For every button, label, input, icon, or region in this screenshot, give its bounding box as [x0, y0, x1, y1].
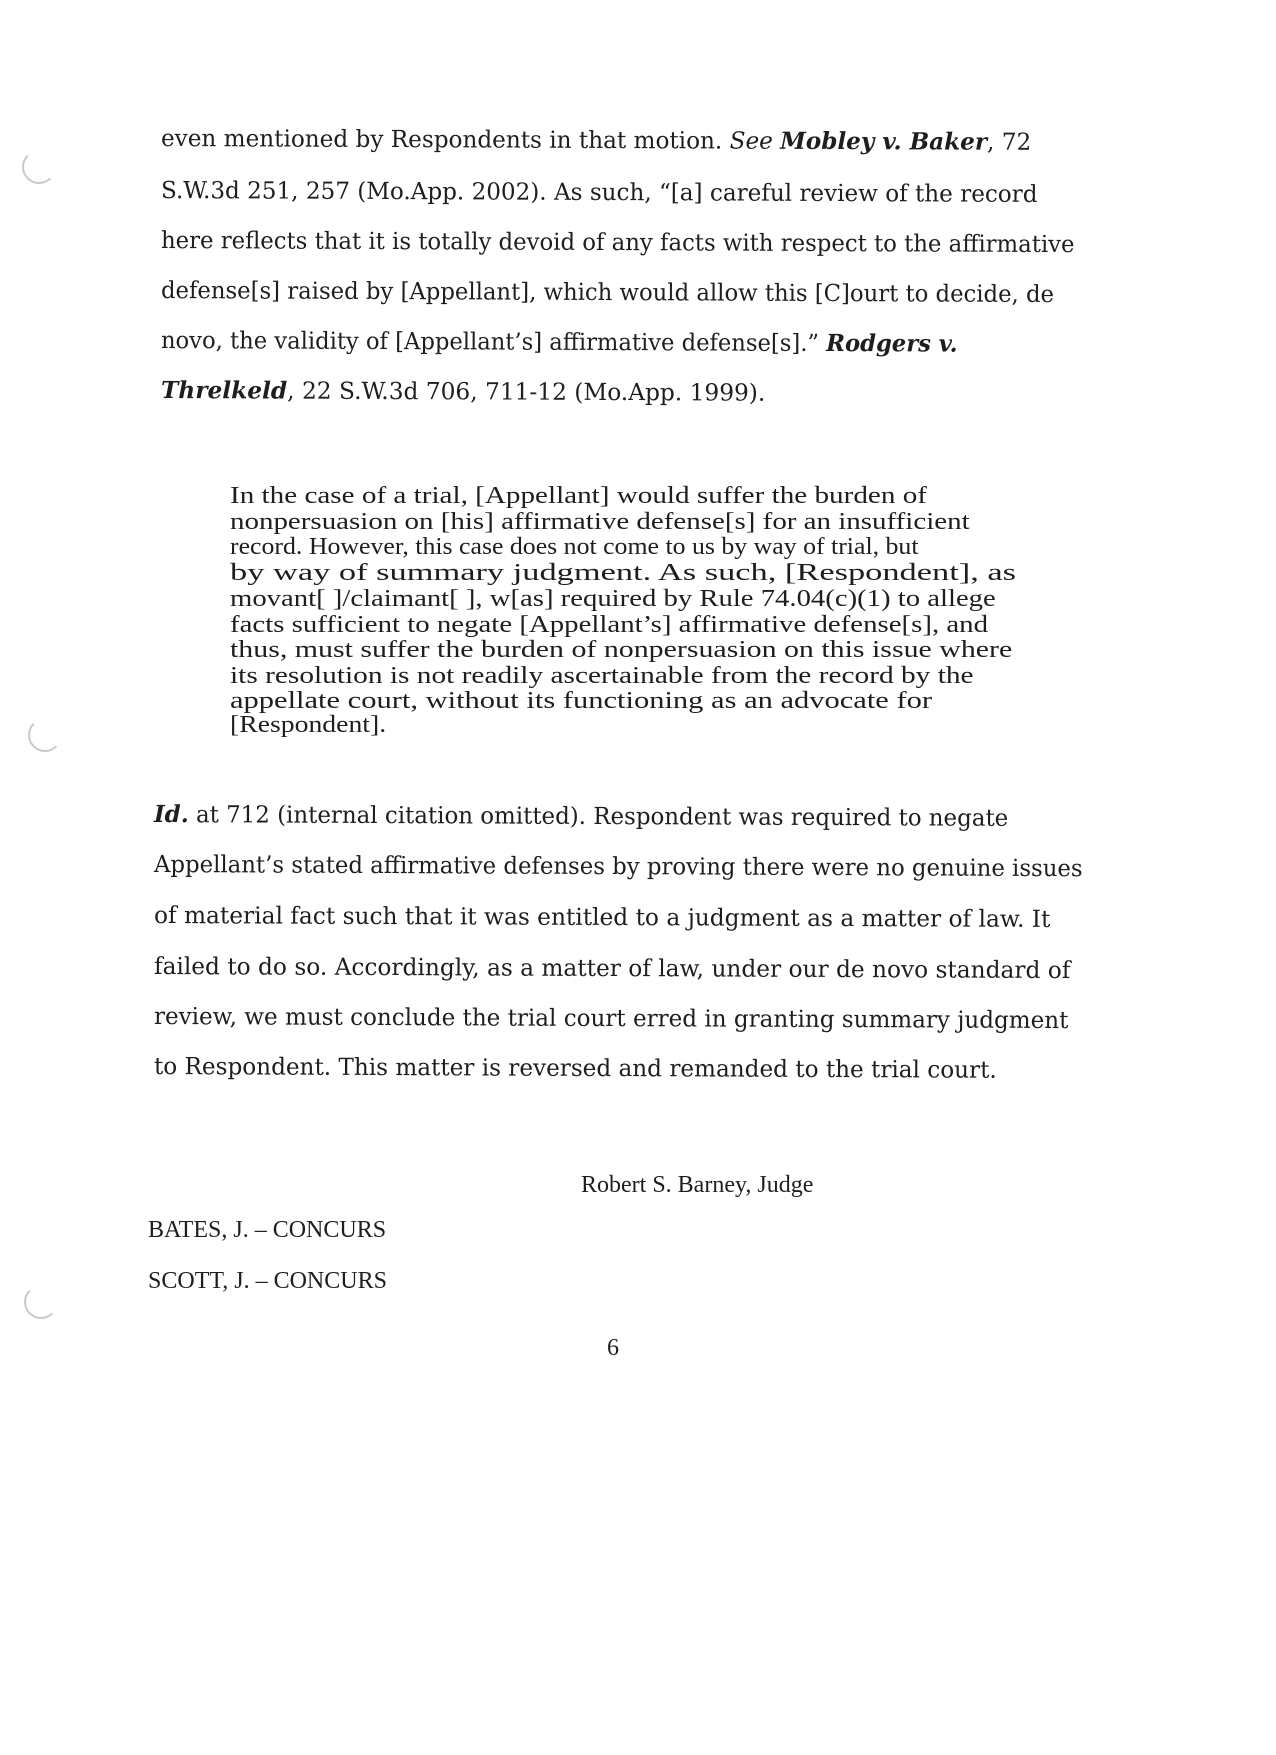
paragraph-1-line: S.W.3d 251, 257 (Mo.App. 2002). As such, “[a] careful review of the record [160, 176, 1038, 208]
block-quote-line: [Respondent]. [230, 711, 387, 738]
paragraph-2-line: review, we must conclude the trial court erred in granting summary judgment [153, 1002, 1069, 1035]
block-quote-line: movant[ ]/claimant[ ], w[as] required by Rule 74.04(c)(1) to allege [230, 585, 996, 612]
paragraph-2-line: failed to do so. Accordingly, as a matter of law, under our de novo standard of [153, 952, 1071, 985]
block-quote-line: by way of summary judgment. As such, [Respondent], as [230, 559, 1017, 586]
judge-signature: Robert S. Barney, Judge [581, 1172, 814, 1198]
page-number: 6 [607, 1335, 619, 1361]
punch-hole-bottom [24, 1285, 58, 1319]
punch-hole-middle [28, 718, 62, 752]
block-quote-line: appellate court, without its functioning as an advocate for [230, 687, 933, 714]
paragraph-1-line: even mentioned by Respondents in that motion. See Mobley v. Baker, 72 [160, 124, 1032, 156]
concurrence-bates: BATES, J. – CONCURS [148, 1217, 387, 1243]
block-quote-line: record. However, this case does not come to us by way of trial, but [230, 533, 919, 560]
paragraph-1-line: Threlkeld, 22 S.W.3d 706, 711-12 (Mo.App. 1999). [160, 376, 766, 407]
paragraph-2-line: of material fact such that it was entitled to a judgment as a matter of law. It [153, 901, 1051, 933]
block-quote-line: its resolution is not readily ascertainable from the record by the [230, 662, 974, 689]
block-quote-line: nonpersuasion on [his] affirmative defense[s] for an insufficient [230, 508, 970, 535]
paragraph-2-line: to Respondent. This matter is reversed and remanded to the trial court. [153, 1052, 997, 1084]
paragraph-1-line: defense[s] raised by [Appellant], which would allow this [C]ourt to decide, de [160, 276, 1055, 309]
block-quote-line: facts sufficient to negate [Appellant’s] affirmative defense[s], and [230, 611, 989, 638]
concurrence-scott: SCOTT, J. – CONCURS [148, 1268, 387, 1294]
block-quote-line: In the case of a trial, [Appellant] would suffer the burden of [230, 482, 927, 509]
paragraph-2-line: Appellant’s stated affirmative defenses by proving there were no genuine issues [153, 850, 1083, 883]
punch-hole-top [22, 150, 56, 184]
paragraph-1-line: here reflects that it is totally devoid of any facts with respect to the affirmative [160, 226, 1075, 259]
block-quote-line: thus, must suffer the burden of nonpersuasion on this issue where [230, 636, 1013, 663]
paragraph-1-line: novo, the validity of [Appellant’s] affirmative defense[s].” Rodgers v. [160, 326, 958, 358]
paragraph-2-line: Id. at 712 (internal citation omitted). Respondent was required to negate [153, 800, 1009, 832]
